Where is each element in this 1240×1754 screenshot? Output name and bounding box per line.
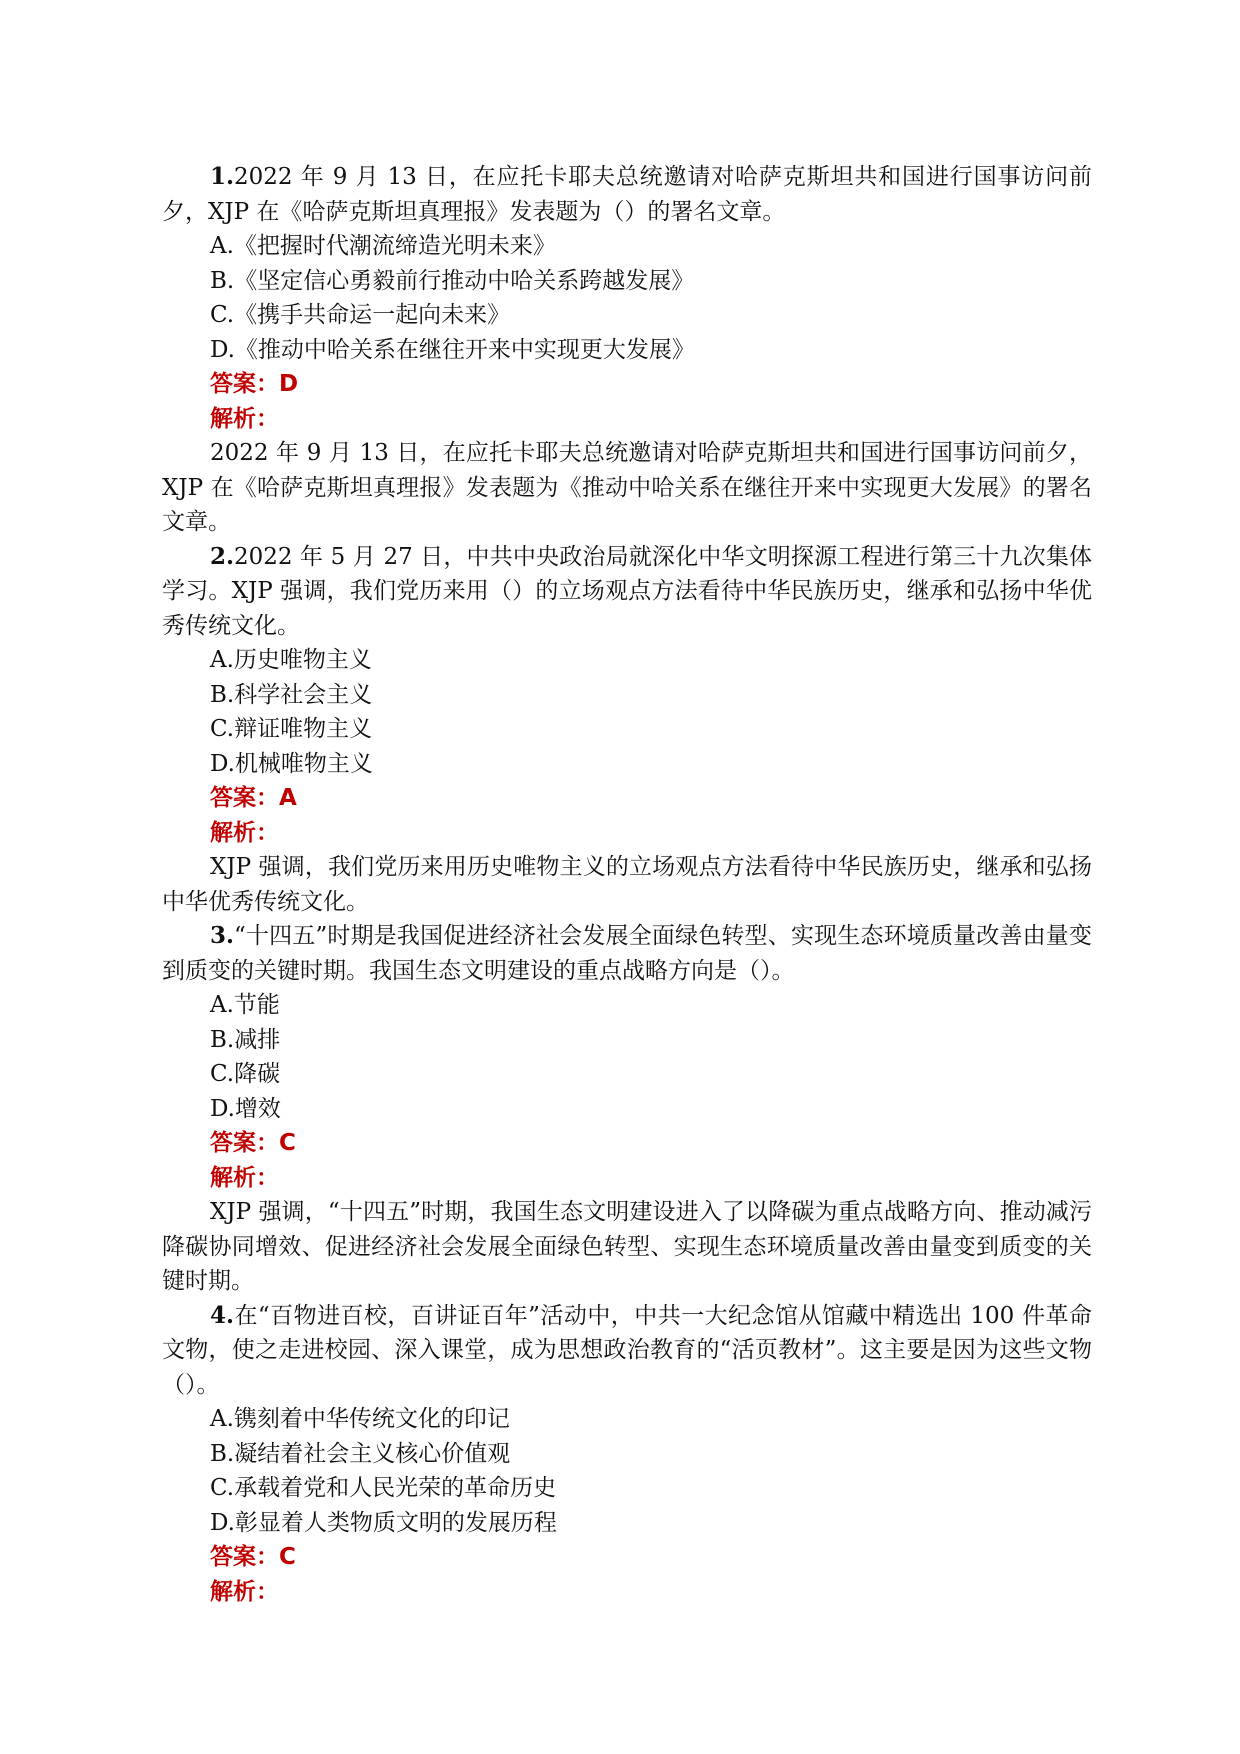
option-a: A.《把握时代潮流缔造光明未来》 (210, 233, 556, 259)
question-stem (162, 919, 1092, 988)
analysis-text: XJP 强调，“十四五”时期，我国生态文明建设进入了以降碳为重点战略方向、推动减污降碳协同增效、促进经济社会发展全面绿色转型、实现生态环境质量改善由量变到质变的关键时期。 (162, 1199, 1092, 1294)
option-d: D.增效 (210, 1095, 281, 1122)
question-text: “十四五”时期是我国促进经济社会发展全面绿色转型、实现生态环境质量改善由量变到质变的关键时期。我国生态文明建设的重点战略方向是（）。 (162, 923, 1092, 984)
option-c: C.承载着党和人民光荣的革命历史 (210, 1475, 557, 1501)
answer: 答案：C (210, 1130, 296, 1156)
option-c: C.降碳 (210, 1061, 281, 1087)
question-stem (162, 1299, 1092, 1403)
question-number: 3. (210, 922, 235, 949)
answer: 答案：A (210, 785, 297, 811)
option-b: B.科学社会主义 (210, 681, 373, 708)
analysis-text: XJP 强调，我们党历来用历史唯物主义的立场观点方法看待中华民族历史，继承和弘扬中华优秀传统文化。 (162, 854, 1092, 915)
option-b: B.《坚定信心勇毅前行推动中哈关系跨越发展》 (210, 267, 695, 294)
question-stem (162, 160, 1092, 229)
question-2 (162, 540, 1092, 920)
option-b: B.凝结着社会主义核心价值观 (210, 1440, 511, 1467)
question-4 (162, 1299, 1092, 1610)
question-stem (162, 540, 1092, 644)
analysis-label: 解析： (210, 1578, 279, 1605)
answer: 答案：D (210, 371, 299, 397)
question-3 (162, 919, 1092, 1299)
option-a: A.历史唯物主义 (210, 647, 372, 673)
answer: 答案：C (210, 1544, 296, 1570)
question-text: 2022 年 9 月 13 日，在应托卡耶夫总统邀请对哈萨克斯坦共和国进行国事访问前夕，XJP 在《哈萨克斯坦真理报》发表题为（）的署名文章。 (162, 164, 1092, 225)
document-page (162, 160, 1092, 1609)
analysis-label: 解析： (210, 1164, 279, 1191)
question-1 (162, 160, 1092, 540)
question-text: 在“百物进百校，百讲证百年”活动中，中共一大纪念馆从馆藏中精选出 100 件革命文物，使之走进校园、深入课堂，成为思想政治教育的“活页教材”。这主要是因为这些文物（）。 (162, 1302, 1092, 1398)
question-number: 4. (210, 1301, 235, 1329)
question-text: 2022 年 5 月 27 日，中共中央政治局就深化中华文明探源工程进行第三十九次集体学习。XJP 强调，我们党历来用（）的立场观点方法看待中华民族历史，继承和弘扬中华优秀传统文化。 (162, 543, 1092, 639)
option-a: A.节能 (210, 992, 280, 1018)
option-d: D.机械唯物主义 (210, 750, 373, 777)
analysis-text: 2022 年 9 月 13 日，在应托卡耶夫总统邀请对哈萨克斯坦共和国进行国事访问前夕，XJP 在《哈萨克斯坦真理报》发表题为《推动中哈关系在继往开来中实现更大发展》的署名文章。 (162, 440, 1092, 535)
option-a: A.镌刻着中华传统文化的印记 (210, 1406, 510, 1432)
option-d: D.彰显着人类物质文明的发展历程 (210, 1509, 557, 1536)
question-number: 1. (210, 163, 235, 190)
option-b: B.减排 (210, 1026, 281, 1053)
question-number: 2. (210, 542, 235, 570)
analysis-label: 解析： (210, 405, 279, 432)
option-c: C.《携手共命运一起向未来》 (210, 302, 511, 328)
analysis-label: 解析： (210, 819, 279, 846)
option-c: C.辩证唯物主义 (210, 716, 373, 742)
option-d: D.《推动中哈关系在继往开来中实现更大发展》 (210, 336, 695, 363)
